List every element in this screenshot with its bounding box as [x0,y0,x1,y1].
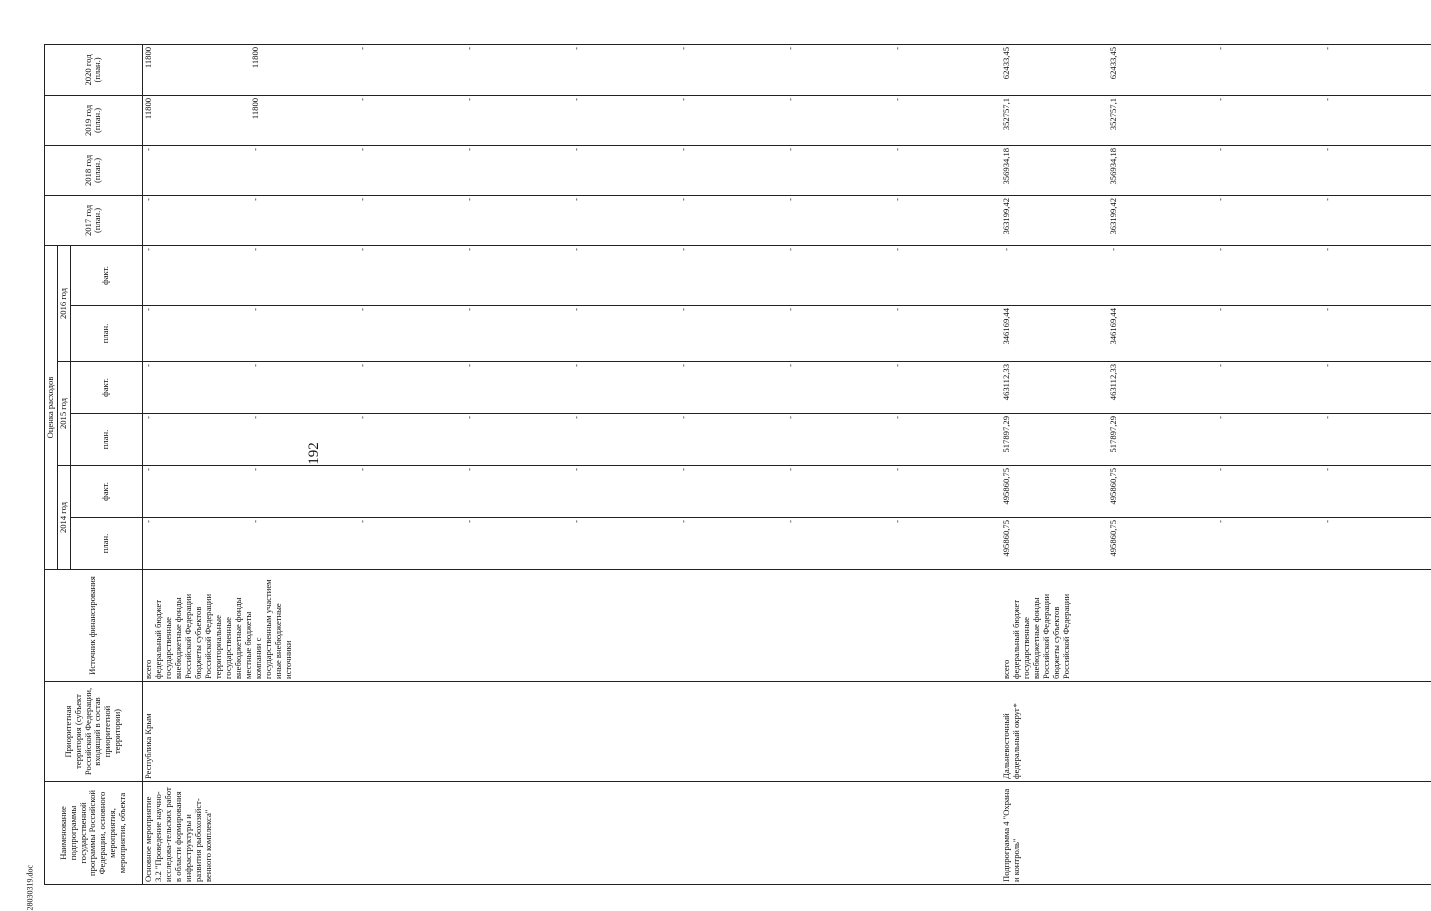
source-item: всего [1000,659,1011,679]
header-year-2014: 2014 год [57,466,70,570]
header-2018: 2018 год (план.) [45,145,143,195]
value-item: 356934,18 [1000,147,1011,185]
source-item: федеральный бюджет [152,599,163,679]
value-item: - [1214,364,1225,367]
value-item: 495860,75 [1107,468,1118,505]
value-item: - [1214,197,1225,201]
value-item: - [463,468,474,471]
value-item: 356934,18 [1107,147,1118,185]
value-item: - [249,147,260,151]
value-cell-p2016 [142,306,1001,362]
header-plan-2014: план. [70,518,142,570]
value-cell-p2014 [1001,518,1431,570]
value-item: - [356,308,367,311]
value-item: - [891,247,902,251]
value-item: 495860,75 [1107,520,1118,557]
value-item: - [1000,247,1011,251]
header-plan-2016: план. [70,306,142,362]
value-item: - [249,416,260,419]
value-item: - [1321,46,1332,50]
value-item: - [249,247,260,251]
value-item: - [463,416,474,419]
value-item: - [249,468,260,471]
value-item: - [784,416,795,419]
value-item: - [1321,247,1332,251]
value-item: - [570,308,581,311]
value-item: - [784,468,795,471]
value-item: - [570,46,581,50]
value-item: 62433,45 [1000,46,1011,80]
value-item: 11800 [249,46,260,69]
value-item: 363199,42 [1107,197,1118,235]
value-item: - [677,468,688,471]
budget-table-sheet [44,45,1332,885]
value-cell-y2020 [1001,44,1431,95]
value-item: 517897,29 [1000,416,1011,453]
value-cell-y2019 [142,95,1001,145]
value-item: - [784,147,795,151]
value-item: 11800 [142,46,153,69]
value-item: - [1321,416,1332,419]
value-cell-p2014 [142,518,1001,570]
value-item: - [570,520,581,523]
value-item: - [1107,247,1118,251]
value-item: - [463,520,474,523]
source-item: компании с государственным участием [252,579,273,679]
value-item: - [677,520,688,523]
value-item: - [1321,147,1332,151]
value-item: - [677,197,688,201]
source-item: бюджеты субъектов Российской Федерации [192,593,213,679]
source-item: территориальные государственные внебюджетные фонды [212,597,243,679]
source-item: всего [142,659,153,679]
value-cell-f2015 [1001,362,1431,414]
value-item: - [1321,197,1332,201]
value-item: - [356,46,367,50]
value-item: - [784,247,795,251]
source-item: бюджеты субъектов Российской Федерации [1050,593,1071,679]
value-item: - [891,308,902,311]
table-row [142,44,1001,884]
value-item: - [1321,468,1332,471]
header-fact-2016: факт. [70,245,142,305]
value-item: - [356,247,367,251]
value-item: - [891,97,902,101]
value-item: - [570,416,581,419]
value-item: - [784,308,795,311]
value-item: - [142,247,153,251]
value-item: - [356,468,367,471]
value-item: - [677,247,688,251]
value-item: 62433,45 [1107,46,1118,80]
value-item: - [677,97,688,101]
value-item: - [677,308,688,311]
value-item: 517897,29 [1107,416,1118,453]
header-2020: 2020 год (план.) [45,44,143,95]
value-item: - [1214,416,1225,419]
value-item: - [1321,308,1332,311]
value-item: - [356,147,367,151]
value-item: 11800 [142,97,153,120]
value-item: - [784,364,795,367]
row-sources [142,570,1001,682]
header-fact-2014: факт. [70,466,142,518]
value-item: 363199,42 [1000,197,1011,235]
value-item: - [463,197,474,201]
value-item: - [142,308,153,311]
value-item: - [463,46,474,50]
value-item: 352757,1 [1000,97,1011,131]
value-cell-f2014 [1001,466,1431,518]
value-item: - [249,520,260,523]
value-item: 495860,75 [1000,468,1011,505]
value-item: - [142,416,153,419]
value-cell-f2014 [142,466,1001,518]
value-item: - [1321,364,1332,367]
header-source: Источник финансирования [45,570,143,682]
source-item: иные внебюджетные источники [272,603,293,679]
header-plan-2015: план. [70,414,142,466]
value-cell-y2018 [142,145,1001,195]
value-cell-p2016 [1001,306,1431,362]
value-item: - [891,46,902,50]
row-sources [1001,570,1431,682]
value-item: 495860,75 [1000,520,1011,557]
value-item: - [463,364,474,367]
value-item: - [249,308,260,311]
value-item: - [1321,520,1332,523]
value-cell-y2019 [1001,95,1431,145]
header-2017: 2017 год (план.) [45,195,143,245]
value-item: - [784,197,795,201]
header-year-2016: 2016 год [57,245,70,361]
value-item: - [784,46,795,50]
value-item: - [1214,247,1225,251]
page-number: 192 [305,442,322,465]
table-row [1001,44,1431,884]
value-item: - [356,197,367,201]
value-item: - [570,197,581,201]
value-cell-p2015 [142,414,1001,466]
value-item: 346169,44 [1000,308,1011,345]
value-item: - [142,147,153,151]
value-item: - [249,364,260,367]
value-item: 346169,44 [1107,308,1118,345]
value-item: - [463,97,474,101]
value-item: - [463,308,474,311]
value-item: - [570,247,581,251]
value-item: - [1214,147,1225,151]
header-fact-2015: факт. [70,362,142,414]
value-item: 463112,33 [1000,364,1011,401]
value-item: - [677,364,688,367]
value-item: - [784,97,795,101]
value-item: - [356,364,367,367]
source-item: государственные внебюджетные фонды Российской Федерации [1020,593,1051,679]
row-name: Основное мероприятие 3.2 "Проведение научно-исследова-тельских работ в области формирования инфраструктуры и развития рыбохозяйст-венного комплекса" [142,782,1001,885]
value-item: - [1214,46,1225,50]
header-name: Наименование подпрограммы государственной программы Российской Федерации, основного мероприятия, мероприятия, объекта [45,782,143,885]
value-item: - [356,97,367,101]
value-item: - [784,520,795,523]
value-cell-f2015 [142,362,1001,414]
header-year-2015: 2015 год [57,362,70,466]
value-item: - [1321,97,1332,101]
value-cell-f2016 [1001,245,1431,305]
document-id: 28030319.doc [25,864,35,911]
value-item: - [356,520,367,523]
value-cell-f2016 [142,245,1001,305]
value-item: - [142,520,153,523]
source-item: федеральный бюджет [1010,599,1021,679]
row-territory: Республика Крым [142,682,1001,782]
value-item: - [677,416,688,419]
value-item: - [891,468,902,471]
value-cell-y2020 [142,44,1001,95]
value-item: - [570,364,581,367]
value-item: - [463,147,474,151]
value-item: - [356,416,367,419]
value-item: - [1214,308,1225,311]
value-item: - [1214,468,1225,471]
value-item: - [142,197,153,201]
row-name: Подпрограмма 4 "Охрана и контроль" [1001,782,1431,885]
value-item: 463112,33 [1107,364,1118,401]
source-item: государственные внебюджетные фонды Российской Федерации [162,593,193,679]
value-cell-y2017 [142,195,1001,245]
value-item: - [570,147,581,151]
value-item: - [1214,97,1225,101]
value-item: - [891,197,902,201]
header-2019: 2019 год (план.) [45,95,143,145]
value-item: - [570,468,581,471]
value-cell-p2015 [1001,414,1431,466]
row-territory: Дальневосточный федеральный округ* [1001,682,1431,782]
value-item: - [463,247,474,251]
value-cell-y2017 [1001,195,1431,245]
header-estimate: Оценка расходов [45,245,58,569]
value-item: - [677,46,688,50]
value-item: - [1214,520,1225,523]
value-item: 11800 [249,97,260,120]
value-item: - [570,97,581,101]
value-item: - [891,364,902,367]
value-item: - [249,197,260,201]
header-territory: Приоритетная территория (субъект Российской Федерации, входящий в состав приоритетной территории) [45,682,143,782]
value-item: - [142,468,153,471]
value-item: - [891,416,902,419]
value-item: - [891,147,902,151]
value-item: - [677,147,688,151]
source-item: местные бюджеты [242,611,253,679]
value-item: - [891,520,902,523]
budget-table [44,44,1431,885]
value-item: 352757,1 [1107,97,1118,131]
value-cell-y2018 [1001,145,1431,195]
value-item: - [142,364,153,367]
